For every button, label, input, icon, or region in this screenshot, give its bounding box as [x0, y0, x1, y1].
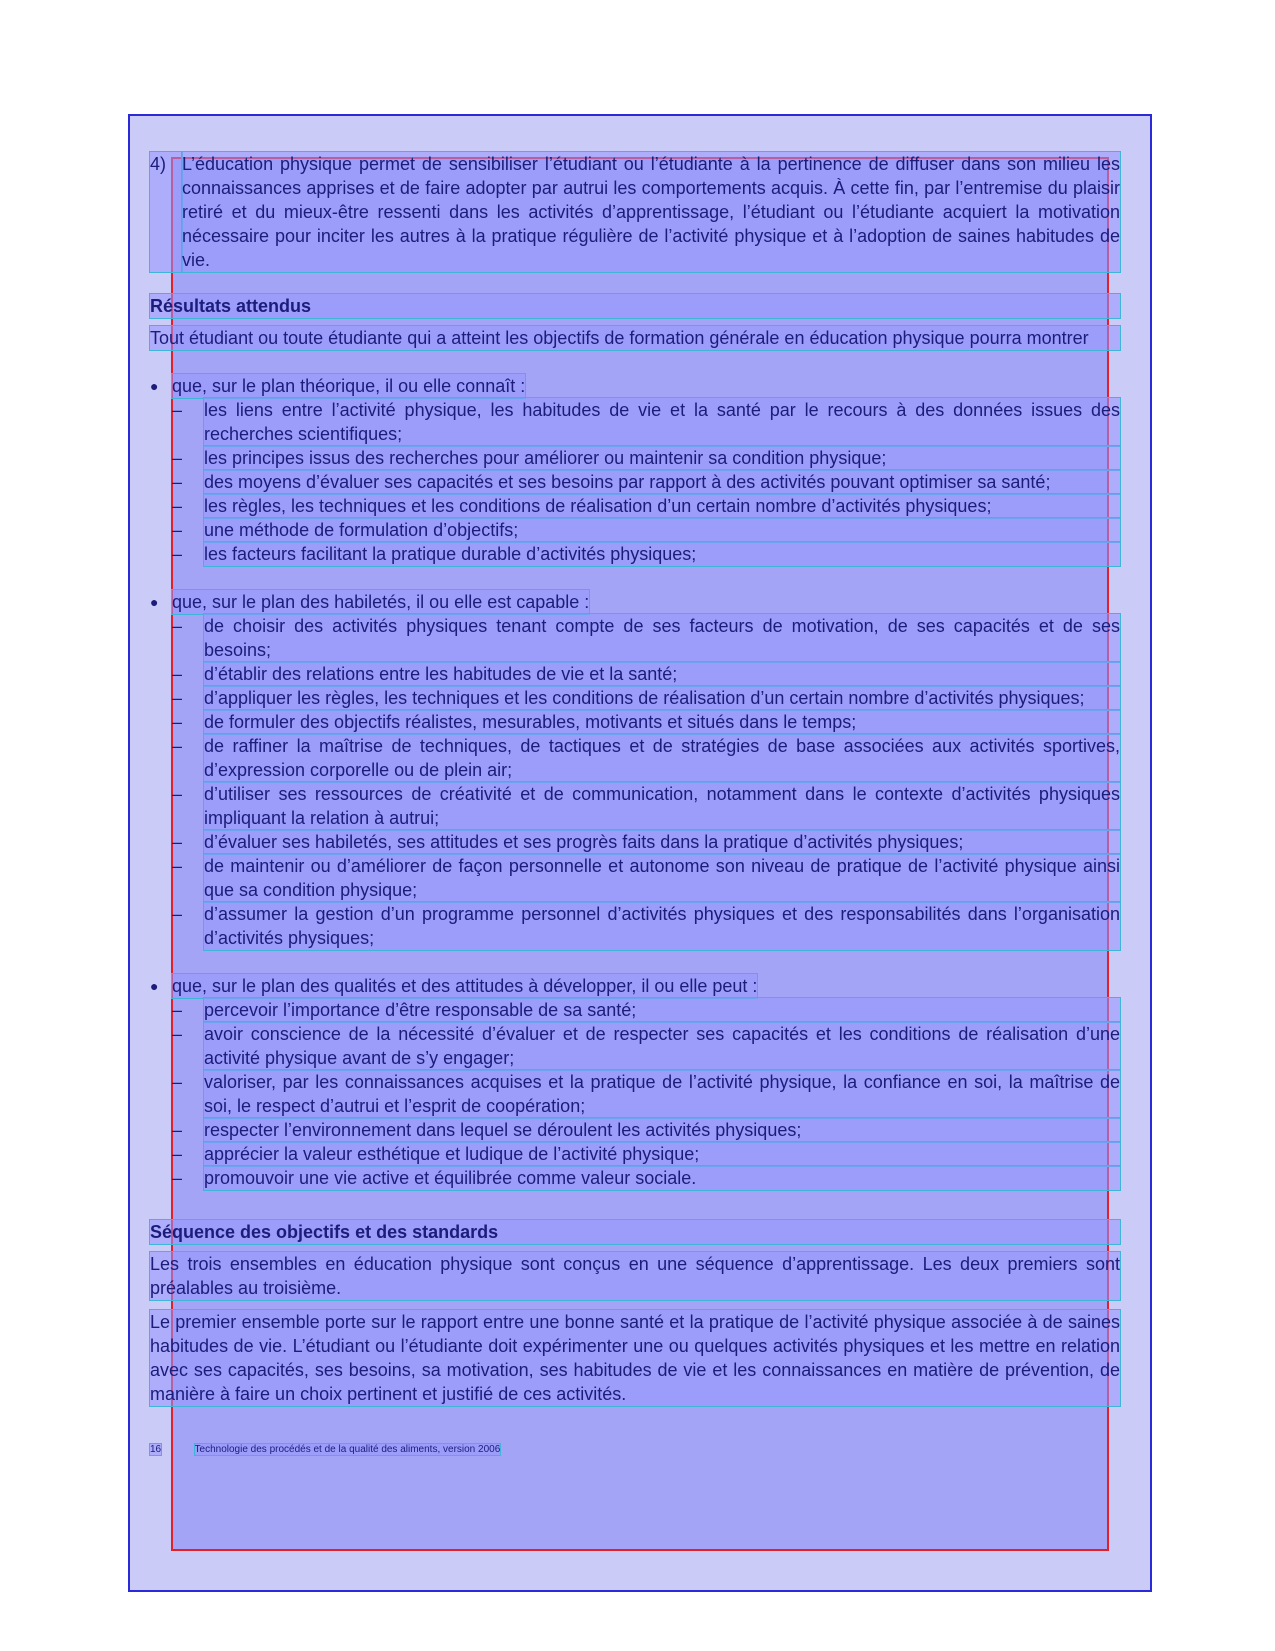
intro-text: L’éducation physique permet de sensibiliser l’étudiant ou l’étudiante à la pertinence de diffuser dans son milieu les connaissances apprises et de faire adopter par autrui les comportements acquis. À cette fin, par l’entremise du plaisir retiré et du mieux-être ressenti dans les activités d’apprentissage, l’étudiant ou l’étudiante acquiert la motivation nécessaire pour inciter les autres à la pratique régulière de l’activité physique et à l’adoption de saines habitudes de vie. [182, 154, 1120, 270]
list-item [150, 542, 1120, 566]
list-item-text: les liens entre l’activité physique, les habitudes de vie et la santé par le recours à des données issues des recherches scientifiques; [204, 400, 1120, 444]
list-item [150, 830, 1120, 854]
dash-icon: – [172, 544, 183, 564]
dash-icon: – [172, 856, 183, 876]
dash-icon: – [172, 832, 183, 852]
list-item [150, 398, 1120, 446]
list-item [150, 734, 1120, 782]
bullet-icon: ● [150, 594, 159, 610]
list-item [150, 446, 1120, 470]
list-item [150, 470, 1120, 494]
sequence-paragraph: Les trois ensembles en éducation physique sont conçus en une séquence d’apprentissage. Les deux premiers sont préalables au troisième. [150, 1254, 1120, 1298]
group-intro [150, 590, 1120, 614]
list-item [150, 1022, 1120, 1070]
dash-icon: – [172, 664, 183, 684]
skills-list [150, 614, 1120, 950]
list-item-text: promouvoir une vie active et équilibrée comme valeur sociale. [204, 1166, 1120, 1190]
dash-icon: – [172, 688, 183, 708]
list-item [150, 710, 1120, 734]
list-item [150, 782, 1120, 830]
list-item-text: des moyens d’évaluer ses capacités et ses besoins par rapport à des activités pouvant optimiser sa santé; [204, 470, 1120, 494]
dash-icon: – [172, 1000, 183, 1020]
list-item-text: valoriser, par les connaissances acquises et la pratique de l’activité physique, la confiance en soi, la maîtrise de soi, le respect d’autrui et l’esprit de coopération; [204, 1072, 1120, 1116]
dash-icon: – [172, 1024, 183, 1044]
list-item [150, 614, 1120, 662]
list-item [150, 518, 1120, 542]
group-intro-text: que, sur le plan théorique, il ou elle connaît : [172, 376, 526, 396]
list-item [150, 1142, 1120, 1166]
knowledge-list [150, 398, 1120, 566]
list-item-text: de formuler des objectifs réalistes, mesurables, motivants et situés dans le temps; [204, 710, 1120, 734]
dash-icon: – [172, 496, 183, 516]
list-item [150, 686, 1120, 710]
intro-item [150, 152, 1120, 272]
dash-icon: – [172, 520, 183, 540]
group-intro [150, 974, 1120, 998]
list-item-text: les facteurs facilitant la pratique durable d’activités physiques; [204, 542, 1120, 566]
bullet-icon: ● [150, 378, 159, 394]
sequence-heading: Séquence des objectifs et des standards [150, 1220, 1120, 1244]
dash-icon: – [172, 784, 183, 804]
list-item-text: d’appliquer les règles, les techniques et les conditions de réalisation d’un certain nombre d’activités physiques; [204, 686, 1120, 710]
list-item-text: les règles, les techniques et les conditions de réalisation d’un certain nombre d’activités physiques; [204, 494, 1120, 518]
group-intro [150, 374, 1120, 398]
list-item [150, 902, 1120, 950]
dash-icon: – [172, 736, 183, 756]
list-item [150, 1166, 1120, 1190]
dash-icon: – [172, 904, 183, 924]
page-number: 16 [150, 1444, 162, 1455]
list-item [150, 854, 1120, 902]
list-item-text: d’évaluer ses habiletés, ses attitudes et ses progrès faits dans la pratique d’activités physiques; [204, 830, 1120, 854]
group-intro-text: que, sur le plan des qualités et des attitudes à développer, il ou elle peut : [172, 976, 758, 996]
results-group-skills [150, 590, 1120, 950]
dash-icon: – [172, 616, 183, 636]
list-item-text: d’établir des relations entre les habitudes de vie et la santé; [204, 662, 1120, 686]
list-item-text: de choisir des activités physiques tenant compte de ses facteurs de motivation, de ses capacités et de ses besoins; [204, 616, 1120, 660]
list-item [150, 1118, 1120, 1142]
list-item-text: apprécier la valeur esthétique et ludique de l’activité physique; [204, 1142, 1120, 1166]
document-body [150, 152, 1120, 1456]
dash-icon: – [172, 472, 183, 492]
list-item-text: de raffiner la maîtrise de techniques, de tactiques et de stratégies de base associées aux activités sportives, d’expression corporelle ou de plein air; [204, 736, 1120, 780]
dash-icon: – [172, 1072, 183, 1092]
list-item-text: avoir conscience de la nécessité d’évaluer et de respecter ses capacités et les conditions de réalisation d’une activité physique avant de s’y engager; [204, 1024, 1120, 1068]
list-item-text: les principes issus des recherches pour améliorer ou maintenir sa condition physique; [204, 446, 1120, 470]
list-item [150, 998, 1120, 1022]
results-group-attitudes [150, 974, 1120, 1190]
results-lead: Tout étudiant ou toute étudiante qui a atteint les objectifs de formation générale en éducation physique pourra montrer [150, 326, 1120, 350]
dash-icon: – [172, 1144, 183, 1164]
dash-icon: – [172, 448, 183, 468]
group-intro-text: que, sur le plan des habiletés, il ou elle est capable : [172, 592, 590, 612]
page-footer [150, 1444, 1120, 1456]
list-item-text: d’assumer la gestion d’un programme personnel d’activités physiques et des responsabilités dans l’organisation d’activités physiques; [204, 904, 1120, 948]
sequence-paragraph: Le premier ensemble porte sur le rapport entre une bonne santé et la pratique de l’activité physique associée à de saines habitudes de vie. L’étudiant ou l’étudiante doit expérimenter une ou quelques activités physiques et les mettre en relation avec ses capacités, ses besoins, sa motivation, ses habitudes de vie et les connaissances en matière de prévention, de manière à faire un choix pertinent et justifié de ces activités. [150, 1312, 1120, 1404]
list-item-text: une méthode de formulation d’objectifs; [204, 518, 1120, 542]
list-item [150, 1070, 1120, 1118]
list-item-text: respecter l’environnement dans lequel se déroulent les activités physiques; [204, 1118, 1120, 1142]
list-item [150, 494, 1120, 518]
dash-icon: – [172, 712, 183, 732]
attitudes-list [150, 998, 1120, 1190]
bullet-icon: ● [150, 978, 159, 994]
dash-icon: – [172, 400, 183, 420]
dash-icon: – [172, 1120, 183, 1140]
results-heading: Résultats attendus [150, 294, 1120, 318]
list-item [150, 662, 1120, 686]
footer-title: Technologie des procédés et de la qualité des aliments, version 2006 [194, 1444, 501, 1455]
results-group-theory [150, 374, 1120, 566]
list-item-text: d’utiliser ses ressources de créativité et de communication, notamment dans le contexte d’activités physiques impliquant la relation à autrui; [204, 784, 1120, 828]
list-item-text: de maintenir ou d’améliorer de façon personnelle et autonome son niveau de pratique de l’activité physique ainsi que sa condition physique; [204, 856, 1120, 900]
dash-icon: – [172, 1168, 183, 1188]
intro-number: 4) [150, 152, 182, 272]
list-item-text: percevoir l’importance d’être responsable de sa santé; [204, 998, 1120, 1022]
